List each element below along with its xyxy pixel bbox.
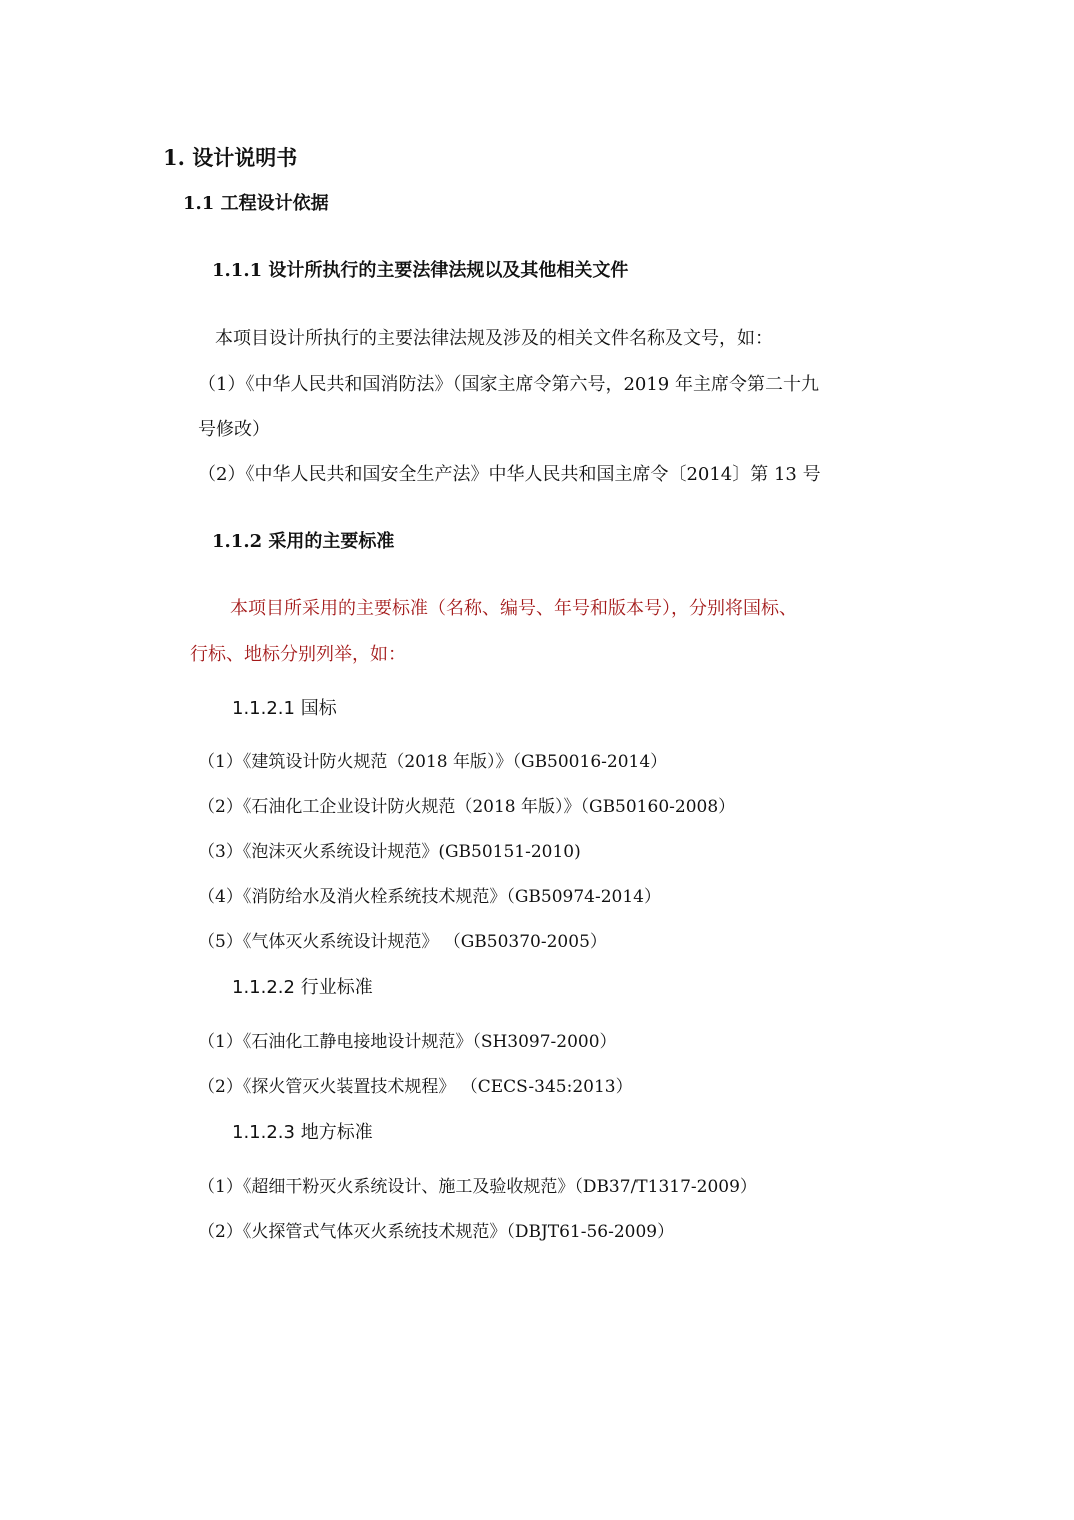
local-standard-item: （2）《火探管式气体灭火系统技术规范》（DBJT61-56-2009） [198,1222,675,1242]
industry-standard-item: （2）《探火管灭火装置技术规程》 （CECS-345:2013） [198,1077,633,1097]
local-standard-item: （1）《超细干粉灭火系统设计、施工及验收规范》（DB37/T1317-2009） [198,1177,757,1197]
heading-laws-regulations: 1.1.1 设计所执行的主要法律法规以及其他相关文件 [212,260,629,281]
heading-design-description: 1. 设计说明书 [163,145,298,170]
standards-intro-line-2: 行标、地标分别列举，如： [190,644,406,665]
law-item-2: （2）《中华人民共和国安全生产法》中华人民共和国主席令〔2014〕第 13 号 [198,464,821,485]
law-item-1-line-2: 号修改） [198,419,270,440]
standards-intro-line-1: 本项目所采用的主要标准（名称、编号、年号和版本号），分别将国标、 [230,598,797,619]
national-standard-item: （4）《消防给水及消火栓系统技术规范》（GB50974-2014） [198,887,661,907]
national-standard-item: （1）《建筑设计防火规范（2018 年版）》（GB50016-2014） [198,752,668,772]
heading-local-standards: 1.1.2.3 地方标准 [232,1122,373,1143]
industry-standard-item: （1）《石油化工静电接地设计规范》（SH3097-2000） [198,1032,617,1052]
heading-main-standards: 1.1.2 采用的主要标准 [212,531,395,552]
national-standard-item: （2）《石油化工企业设计防火规范（2018 年版）》（GB50160-2008） [198,797,736,817]
heading-industry-standards: 1.1.2.2 行业标准 [232,977,373,998]
heading-engineering-design-basis: 1.1 工程设计依据 [183,193,329,214]
heading-national-standards: 1.1.2.1 国标 [232,698,337,719]
national-standard-item: （5）《气体灭火系统设计规范》 （GB50370-2005） [198,932,607,952]
national-standard-item: （3）《泡沫灭火系统设计规范》(GB50151-2010) [198,842,581,862]
law-item-1-line-1: （1）《中华人民共和国消防法》（国家主席令第六号，2019 年主席令第二十九 [198,374,819,395]
laws-intro-paragraph: 本项目设计所执行的主要法律法规及涉及的相关文件名称及文号，如： [215,328,773,349]
